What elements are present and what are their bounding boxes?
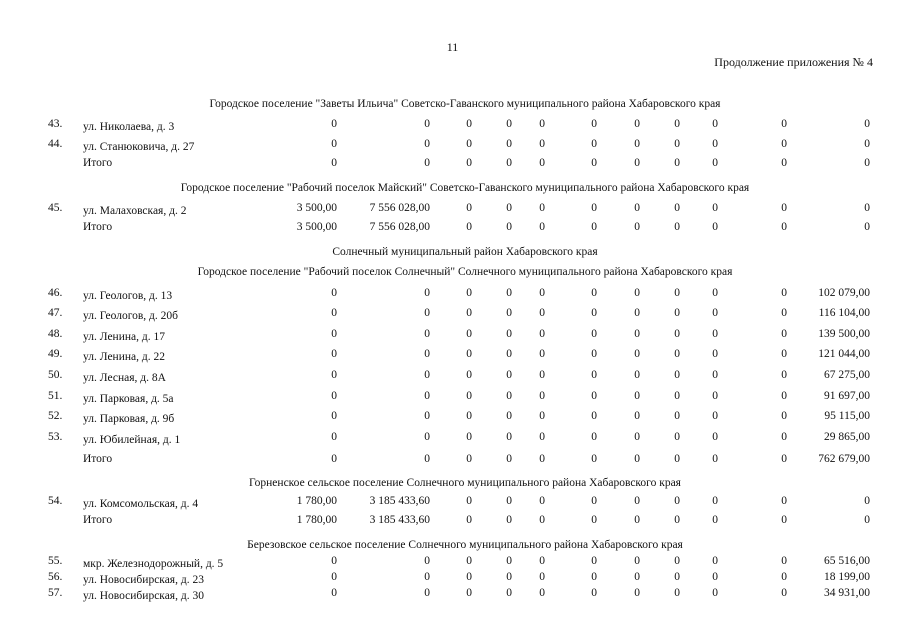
address-cell: ул. Станюковича, д. 27: [83, 141, 195, 153]
address-cell: ул. Комсомольская, д. 4: [83, 498, 199, 510]
value-cell: 116 104,00: [818, 307, 870, 319]
value-cell: 0: [466, 157, 472, 169]
value-cell: 0: [424, 328, 430, 340]
total-row: [0, 453, 905, 467]
page-number: 11: [446, 40, 459, 54]
value-cell: 0: [539, 555, 545, 567]
value-cell: 0: [634, 138, 640, 150]
row-number: 48.: [48, 328, 63, 340]
value-cell: 0: [712, 118, 718, 130]
value-cell: 0: [591, 453, 597, 465]
value-cell: 0: [712, 410, 718, 422]
value-cell: 0: [506, 138, 512, 150]
value-cell: 0: [591, 348, 597, 360]
value-cell: 0: [506, 410, 512, 422]
value-cell: 0: [506, 495, 512, 507]
value-cell: 0: [539, 307, 545, 319]
value-cell: 0: [506, 587, 512, 599]
row-number: 43.: [48, 118, 63, 130]
value-cell: 0: [331, 307, 337, 319]
section-caption: Городское поселение "Рабочий поселок Майский" Советско-Гаванского муниципального района Хабаровского края: [180, 182, 750, 194]
value-cell: 0: [781, 348, 787, 360]
value-cell: 0: [781, 571, 787, 583]
value-cell: 0: [674, 157, 680, 169]
value-cell: 0: [781, 514, 787, 526]
row-number: 57.: [48, 587, 63, 599]
value-cell: 0: [506, 348, 512, 360]
row-number: 56.: [48, 571, 63, 583]
section-caption: Городское поселение "Заветы Ильича" Советско-Гаванского муниципального района Хабаровского края: [209, 98, 721, 110]
value-cell: 0: [424, 138, 430, 150]
value-cell: 3 185 433,60: [369, 514, 430, 526]
value-cell: 0: [712, 431, 718, 443]
total-label: Итого: [83, 157, 113, 169]
table-row: [0, 287, 905, 301]
value-cell: 3 185 433,60: [369, 495, 430, 507]
value-cell: 0: [466, 410, 472, 422]
value-cell: 0: [539, 431, 545, 443]
value-cell: 0: [506, 202, 512, 214]
value-cell: 0: [506, 390, 512, 402]
value-cell: 18 199,00: [824, 571, 870, 583]
value-cell: 0: [781, 410, 787, 422]
value-cell: 0: [674, 348, 680, 360]
value-cell: 0: [712, 369, 718, 381]
address-cell: ул. Николаева, д. 3: [83, 121, 175, 133]
value-cell: 65 516,00: [824, 555, 870, 567]
value-cell: 0: [424, 410, 430, 422]
value-cell: 0: [591, 202, 597, 214]
total-label: Итого: [83, 514, 113, 526]
value-cell: 0: [424, 307, 430, 319]
row-number: 46.: [48, 287, 63, 299]
value-cell: 0: [539, 348, 545, 360]
value-cell: 0: [466, 221, 472, 233]
value-cell: 0: [634, 587, 640, 599]
value-cell: 0: [539, 221, 545, 233]
value-cell: 0: [424, 587, 430, 599]
value-cell: 0: [634, 514, 640, 526]
row-number: 49.: [48, 348, 63, 360]
value-cell: 0: [712, 157, 718, 169]
value-cell: 1 780,00: [296, 514, 337, 526]
value-cell: 0: [466, 514, 472, 526]
value-cell: 0: [466, 118, 472, 130]
value-cell: 0: [424, 157, 430, 169]
value-cell: 0: [539, 410, 545, 422]
value-cell: 0: [506, 328, 512, 340]
value-cell: 0: [466, 555, 472, 567]
value-cell: 0: [506, 453, 512, 465]
value-cell: 0: [634, 369, 640, 381]
value-cell: 95 115,00: [824, 410, 870, 422]
value-cell: 0: [591, 138, 597, 150]
value-cell: 139 500,00: [818, 328, 870, 340]
value-cell: 0: [506, 555, 512, 567]
row-number: 50.: [48, 369, 63, 381]
value-cell: 0: [781, 221, 787, 233]
value-cell: 0: [506, 571, 512, 583]
section-caption: Горненское сельское поселение Солнечного муниципального района Хабаровского края: [249, 477, 681, 489]
value-cell: 0: [331, 587, 337, 599]
section-caption: Городское поселение "Рабочий поселок Солнечный" Солнечного муниципального района Хабаровского края: [197, 266, 733, 278]
value-cell: 0: [712, 555, 718, 567]
value-cell: 0: [712, 328, 718, 340]
address-cell: ул. Лесная, д. 8А: [83, 372, 166, 384]
value-cell: 0: [674, 431, 680, 443]
value-cell: 3 500,00: [296, 202, 337, 214]
table-row: [0, 202, 905, 216]
value-cell: 7 556 028,00: [369, 202, 430, 214]
value-cell: 0: [424, 431, 430, 443]
section-caption: Солнечный муниципальный район Хабаровского края: [332, 246, 598, 258]
value-cell: 0: [506, 221, 512, 233]
value-cell: 0: [591, 118, 597, 130]
value-cell: 0: [466, 287, 472, 299]
value-cell: 0: [674, 307, 680, 319]
value-cell: 102 079,00: [818, 287, 870, 299]
value-cell: 0: [864, 514, 870, 526]
value-cell: 0: [506, 514, 512, 526]
address-cell: ул. Геологов, д. 13: [83, 290, 173, 302]
value-cell: 0: [424, 348, 430, 360]
value-cell: 0: [539, 157, 545, 169]
value-cell: 29 865,00: [824, 431, 870, 443]
value-cell: 0: [466, 202, 472, 214]
total-label: Итого: [83, 221, 113, 233]
value-cell: 0: [331, 157, 337, 169]
value-cell: 0: [674, 369, 680, 381]
address-cell: ул. Парковая, д. 5а: [83, 393, 174, 405]
total-row: [0, 514, 905, 528]
address-cell: ул. Новосибирская, д. 23: [83, 574, 204, 586]
value-cell: 0: [466, 431, 472, 443]
value-cell: 0: [424, 453, 430, 465]
value-cell: 0: [674, 571, 680, 583]
value-cell: 0: [331, 328, 337, 340]
value-cell: 0: [864, 221, 870, 233]
value-cell: 0: [331, 410, 337, 422]
value-cell: 0: [539, 369, 545, 381]
address-cell: ул. Ленина, д. 17: [83, 331, 165, 343]
value-cell: 0: [712, 348, 718, 360]
value-cell: 0: [466, 571, 472, 583]
value-cell: 0: [634, 157, 640, 169]
row-number: 54.: [48, 495, 63, 507]
value-cell: 0: [674, 410, 680, 422]
value-cell: 0: [864, 157, 870, 169]
value-cell: 0: [331, 287, 337, 299]
value-cell: 0: [781, 287, 787, 299]
total-row: [0, 221, 905, 235]
value-cell: 0: [634, 202, 640, 214]
total-label: Итого: [83, 453, 113, 465]
value-cell: 0: [674, 453, 680, 465]
value-cell: 0: [591, 307, 597, 319]
value-cell: 0: [674, 287, 680, 299]
value-cell: 0: [634, 410, 640, 422]
table-row: [0, 369, 905, 383]
value-cell: 0: [712, 495, 718, 507]
value-cell: 0: [591, 431, 597, 443]
value-cell: 0: [591, 157, 597, 169]
value-cell: 0: [634, 118, 640, 130]
address-cell: ул. Малаховская, д. 2: [83, 205, 187, 217]
address-cell: ул. Новосибирская, д. 30: [83, 590, 204, 602]
value-cell: 0: [466, 587, 472, 599]
value-cell: 0: [781, 431, 787, 443]
value-cell: 0: [506, 307, 512, 319]
value-cell: 0: [781, 390, 787, 402]
table-row: [0, 118, 905, 132]
value-cell: 0: [781, 118, 787, 130]
value-cell: 0: [712, 221, 718, 233]
value-cell: 0: [424, 118, 430, 130]
row-number: 52.: [48, 410, 63, 422]
value-cell: 0: [539, 202, 545, 214]
value-cell: 0: [781, 369, 787, 381]
value-cell: 0: [539, 118, 545, 130]
value-cell: 0: [591, 221, 597, 233]
value-cell: 0: [331, 348, 337, 360]
value-cell: 0: [712, 287, 718, 299]
table-row: [0, 555, 905, 569]
table-row: [0, 307, 905, 321]
value-cell: 0: [674, 138, 680, 150]
value-cell: 0: [634, 348, 640, 360]
value-cell: 0: [331, 390, 337, 402]
value-cell: 0: [781, 138, 787, 150]
value-cell: 0: [712, 138, 718, 150]
value-cell: 0: [634, 221, 640, 233]
value-cell: 0: [506, 287, 512, 299]
value-cell: 0: [634, 390, 640, 402]
value-cell: 0: [781, 495, 787, 507]
table-row: [0, 390, 905, 404]
table-row: [0, 587, 905, 601]
value-cell: 91 697,00: [824, 390, 870, 402]
table-row: [0, 348, 905, 362]
value-cell: 0: [331, 555, 337, 567]
value-cell: 0: [591, 495, 597, 507]
value-cell: 0: [331, 118, 337, 130]
value-cell: 0: [712, 390, 718, 402]
value-cell: 0: [674, 328, 680, 340]
value-cell: 0: [674, 118, 680, 130]
value-cell: 0: [331, 453, 337, 465]
table-row: [0, 571, 905, 585]
value-cell: 0: [466, 369, 472, 381]
value-cell: 0: [539, 571, 545, 583]
value-cell: 0: [506, 157, 512, 169]
value-cell: 3 500,00: [296, 221, 337, 233]
total-row: [0, 157, 905, 171]
value-cell: 0: [674, 514, 680, 526]
value-cell: 0: [712, 571, 718, 583]
value-cell: 0: [424, 555, 430, 567]
value-cell: 0: [634, 555, 640, 567]
value-cell: 0: [591, 555, 597, 567]
value-cell: 0: [539, 328, 545, 340]
address-cell: ул. Парковая, д. 9б: [83, 413, 175, 425]
row-number: 44.: [48, 138, 63, 150]
value-cell: 0: [331, 431, 337, 443]
value-cell: 0: [634, 287, 640, 299]
value-cell: 0: [539, 495, 545, 507]
row-number: 51.: [48, 390, 63, 402]
value-cell: 0: [674, 495, 680, 507]
table-row: [0, 138, 905, 152]
value-cell: 67 275,00: [824, 369, 870, 381]
value-cell: 0: [674, 390, 680, 402]
value-cell: 0: [591, 369, 597, 381]
value-cell: 0: [591, 390, 597, 402]
row-number: 47.: [48, 307, 63, 319]
value-cell: 0: [634, 328, 640, 340]
value-cell: 0: [539, 453, 545, 465]
value-cell: 0: [712, 202, 718, 214]
value-cell: 0: [591, 514, 597, 526]
value-cell: 0: [712, 514, 718, 526]
value-cell: 0: [466, 348, 472, 360]
section-caption: Березовское сельское поселение Солнечного муниципального района Хабаровского края: [247, 539, 683, 551]
value-cell: 0: [781, 157, 787, 169]
value-cell: 0: [864, 495, 870, 507]
value-cell: 0: [674, 555, 680, 567]
value-cell: 0: [506, 431, 512, 443]
value-cell: 0: [634, 571, 640, 583]
address-cell: ул. Геологов, д. 20б: [83, 310, 179, 322]
value-cell: 0: [506, 369, 512, 381]
value-cell: 0: [674, 587, 680, 599]
value-cell: 0: [864, 118, 870, 130]
value-cell: 0: [331, 369, 337, 381]
value-cell: 1 780,00: [296, 495, 337, 507]
value-cell: 0: [781, 202, 787, 214]
row-number: 53.: [48, 431, 63, 443]
value-cell: 0: [424, 369, 430, 381]
row-number: 55.: [48, 555, 63, 567]
value-cell: 0: [634, 453, 640, 465]
value-cell: 0: [331, 138, 337, 150]
value-cell: 0: [466, 328, 472, 340]
value-cell: 0: [539, 587, 545, 599]
value-cell: 0: [634, 307, 640, 319]
value-cell: 0: [466, 390, 472, 402]
value-cell: 0: [591, 287, 597, 299]
address-cell: ул. Ленина, д. 22: [83, 351, 165, 363]
value-cell: 0: [506, 118, 512, 130]
value-cell: 0: [539, 287, 545, 299]
value-cell: 0: [781, 587, 787, 599]
table-row: [0, 410, 905, 424]
address-cell: мкр. Железнодорожный, д. 5: [83, 558, 224, 570]
value-cell: 0: [634, 431, 640, 443]
table-row: [0, 431, 905, 445]
value-cell: 0: [539, 138, 545, 150]
value-cell: 0: [674, 221, 680, 233]
value-cell: 7 556 028,00: [369, 221, 430, 233]
value-cell: 0: [539, 514, 545, 526]
address-cell: ул. Юбилейная, д. 1: [83, 434, 181, 446]
value-cell: 0: [712, 453, 718, 465]
value-cell: 0: [864, 138, 870, 150]
row-number: 45.: [48, 202, 63, 214]
value-cell: 0: [424, 571, 430, 583]
value-cell: 0: [674, 202, 680, 214]
value-cell: 0: [591, 571, 597, 583]
value-cell: 0: [331, 571, 337, 583]
value-cell: 0: [781, 307, 787, 319]
value-cell: 121 044,00: [818, 348, 870, 360]
value-cell: 0: [781, 328, 787, 340]
value-cell: 0: [781, 453, 787, 465]
value-cell: 34 931,00: [824, 587, 870, 599]
value-cell: 0: [466, 138, 472, 150]
table-row: [0, 495, 905, 509]
value-cell: 0: [712, 587, 718, 599]
value-cell: 762 679,00: [818, 453, 870, 465]
value-cell: 0: [781, 555, 787, 567]
value-cell: 0: [712, 307, 718, 319]
value-cell: 0: [424, 287, 430, 299]
table-row: [0, 328, 905, 342]
value-cell: 0: [466, 453, 472, 465]
value-cell: 0: [424, 390, 430, 402]
value-cell: 0: [591, 587, 597, 599]
appendix-continuation-label: Продолжение приложения № 4: [714, 55, 873, 69]
value-cell: 0: [539, 390, 545, 402]
value-cell: 0: [466, 495, 472, 507]
value-cell: 0: [591, 328, 597, 340]
value-cell: 0: [864, 202, 870, 214]
value-cell: 0: [466, 307, 472, 319]
value-cell: 0: [634, 495, 640, 507]
value-cell: 0: [591, 410, 597, 422]
